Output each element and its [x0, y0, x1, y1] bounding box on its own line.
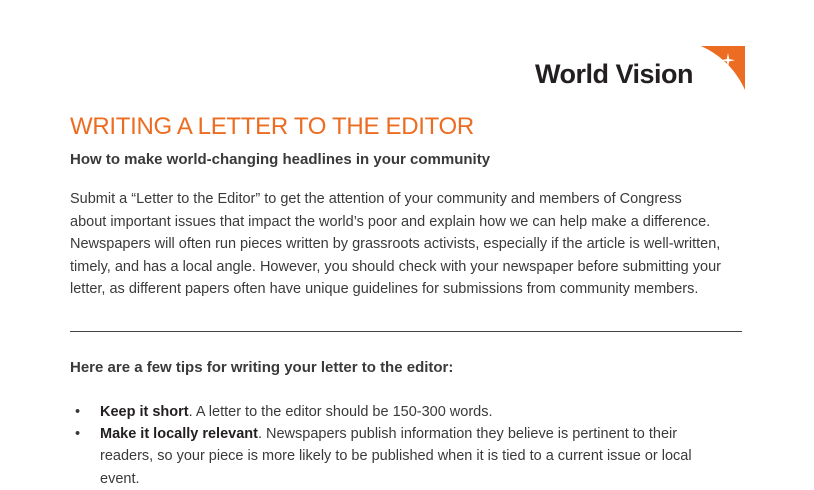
tip-text: . Newspapers publish information they believe is pertinent to their [257, 426, 678, 443]
tip-line [100, 423, 770, 445]
tip-title: Make it locally relevant [100, 426, 258, 443]
intro-paragraph [70, 188, 770, 301]
tip-line [100, 401, 770, 423]
tips-heading: Here are a few tips for writing your letter to the editor: [70, 359, 454, 376]
tip-line: event. [100, 470, 140, 487]
intro-line: letter, as different papers often have unique guidelines for submissions from community members. [70, 281, 699, 298]
world-vision-star-icon [701, 46, 745, 92]
page-title: WRITING A LETTER TO THE EDITOR [70, 113, 474, 140]
intro-line: Newspapers will often run pieces written by grassroots activists, especially if the article is well-written, [70, 236, 721, 253]
world-vision-logo [535, 46, 745, 92]
bullet-icon: • [75, 426, 81, 443]
tips-list [70, 401, 770, 490]
intro-line: timely, and has a local angle. However, you should check with your newspaper before submitting your [70, 258, 721, 275]
tip-text: . A letter to the editor should be 150-300 words. [188, 404, 493, 420]
tip-item [70, 401, 770, 423]
tip-line: readers, so your piece is more likely to be published when it is tied to a current issue or local [100, 448, 692, 465]
section-divider [70, 331, 742, 332]
tip-title: Keep it short [100, 404, 189, 420]
intro-line: about important issues that impact the world’s poor and explain how we can help make a difference. [70, 213, 711, 230]
bullet-icon: • [75, 404, 81, 420]
tip-item [70, 423, 770, 490]
intro-line: Submit a “Letter to the Editor” to get the attention of your community and members of Congress [70, 191, 682, 207]
logo-wordmark: World Vision [535, 59, 694, 89]
page-subtitle: How to make world-changing headlines in your community [70, 151, 491, 168]
